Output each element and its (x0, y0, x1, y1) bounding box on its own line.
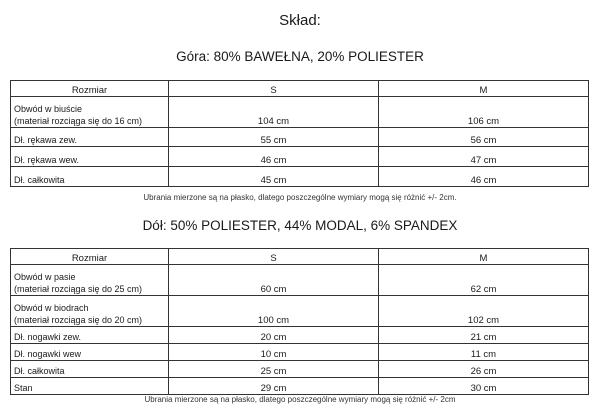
measurement-note: Ubrania mierzone są na płasko, dlatego poszczególne wymiary mogą się różnić +/- 2cm. (143, 193, 457, 202)
row-label: Obwód w biodrach (materiał rozciąga się do 20 cm) (11, 296, 169, 327)
row-label: Dł. nogawki zew. (11, 327, 169, 344)
measurement-note: Ubrania mierzone są na płasko, dlatego poszczególne wymiary mogą się różnić +/- 2cm (144, 395, 456, 404)
header-s: S (169, 249, 379, 265)
table-row (11, 296, 589, 327)
table-row (11, 361, 589, 378)
value-m: 46 cm (379, 167, 589, 187)
value-s: 60 cm (169, 265, 379, 296)
row-label: Stan (11, 378, 169, 395)
value-s: 45 cm (169, 167, 379, 187)
value-m: 11 cm (379, 344, 589, 361)
header-m: M (379, 249, 589, 265)
row-label: Dł. rękawa wew. (11, 147, 169, 167)
value-s: 104 cm (169, 97, 379, 128)
table-header-row (11, 81, 589, 97)
header-size: Rozmiar (11, 81, 169, 97)
value-s: 25 cm (169, 361, 379, 378)
bottom-size-table (10, 248, 589, 395)
table-row (11, 128, 589, 147)
value-m: 26 cm (379, 361, 589, 378)
value-s: 20 cm (169, 327, 379, 344)
value-m: 30 cm (379, 378, 589, 395)
header-size: Rozmiar (11, 249, 169, 265)
top-size-table (10, 80, 589, 187)
table-header-row (11, 249, 589, 265)
row-label: Obwód w biuście (materiał rozciąga się do 16 cm) (11, 97, 169, 128)
table-row (11, 97, 589, 128)
table-row (11, 327, 589, 344)
value-s: 55 cm (169, 128, 379, 147)
value-m: 62 cm (379, 265, 589, 296)
row-label: Dł. rękawa zew. (11, 128, 169, 147)
top-composition-heading: Góra: 80% BAWEŁNA, 20% POLIESTER (176, 49, 424, 64)
page-title: Skład: (279, 12, 321, 29)
value-s: 29 cm (169, 378, 379, 395)
value-s: 10 cm (169, 344, 379, 361)
table-row (11, 167, 589, 187)
table-row (11, 147, 589, 167)
table-row (11, 378, 589, 395)
value-m: 102 cm (379, 296, 589, 327)
bottom-composition-heading: Dół: 50% POLIESTER, 44% MODAL, 6% SPANDEX (142, 218, 458, 233)
value-m: 56 cm (379, 128, 589, 147)
value-s: 46 cm (169, 147, 379, 167)
table-row (11, 265, 589, 296)
value-s: 100 cm (169, 296, 379, 327)
table-row (11, 344, 589, 361)
value-m: 106 cm (379, 97, 589, 128)
value-m: 47 cm (379, 147, 589, 167)
row-label: Dł. nogawki wew (11, 344, 169, 361)
row-label: Dł. całkowita (11, 361, 169, 378)
row-label: Dł. całkowita (11, 167, 169, 187)
header-m: M (379, 81, 589, 97)
row-label: Obwód w pasie (materiał rozciąga się do 25 cm) (11, 265, 169, 296)
header-s: S (169, 81, 379, 97)
value-m: 21 cm (379, 327, 589, 344)
